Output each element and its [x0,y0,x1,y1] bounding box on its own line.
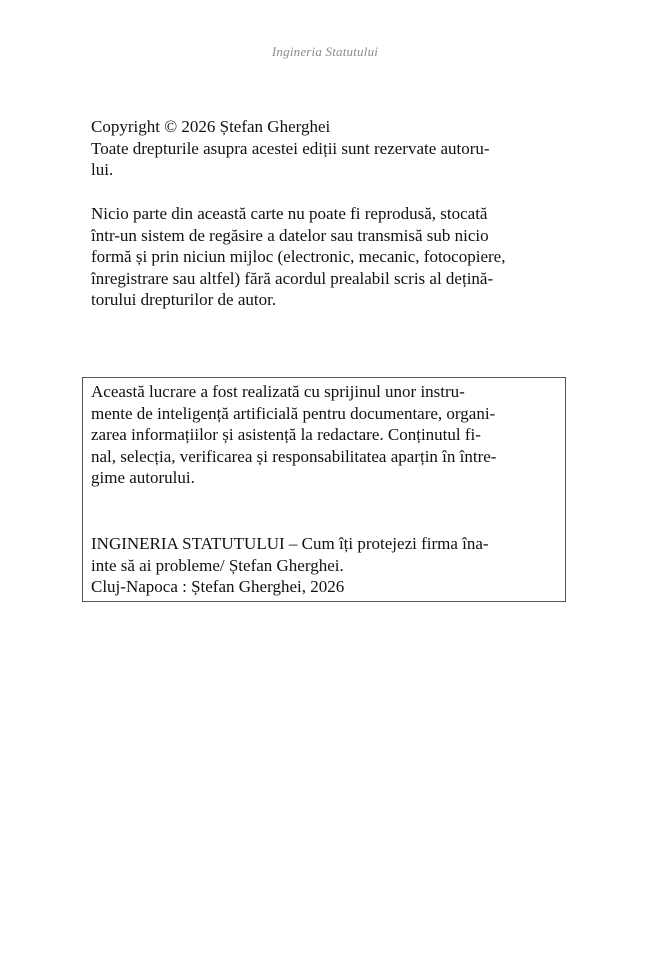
rights-notice-line: torului drepturilor de autor. [91,290,277,309]
copyright-block [91,116,563,181]
ai-note-line: mente de inteligență artificială pentru documentare, organi- [91,403,496,423]
rights-notice-line: înregistrare sau altfel) fără acordul prealabil scris al dețină- [91,268,494,288]
rights-notice-line: într-un sistem de regăsire a datelor sau transmisă sub nicio [91,225,489,245]
cip-description [91,533,561,598]
rights-notice-line: Nicio parte din această carte nu poate fi reprodusă, stocată [91,204,488,223]
rights-reserved-line-end: lui. [91,160,114,179]
ai-note-line: Această lucrare a fost realizată cu sprijinul unor instru- [91,382,465,401]
copyright-line: Copyright © 2026 Ștefan Gherghei [91,117,331,136]
rights-notice [91,203,563,311]
ai-disclosure-note [91,381,561,489]
ai-note-line: zarea informațiilor și asistență la redactare. Conținutul fi- [91,425,481,444]
cip-title-line: INGINERIA STATUTULUI – Cum îți protejezi firma îna- [91,534,489,553]
cip-info-box [82,377,566,602]
running-header: Ingineria Statutului [271,44,379,59]
cip-title-line: inte să ai probleme/ Ștefan Gherghei. [91,555,344,575]
rights-notice-line: formă și prin niciun mijloc (electronic, mecanic, fotocopiere, [91,247,506,266]
rights-reserved-line: Toate drepturile asupra acestei ediții sunt rezervate autoru- [91,138,490,158]
ai-note-line: nal, selecția, verificarea și responsabilitatea aparțin în între- [91,446,497,466]
cip-imprint-line: Cluj-Napoca : Ștefan Gherghei, 2026 [91,577,345,596]
ai-note-line: gime autorului. [91,468,195,487]
